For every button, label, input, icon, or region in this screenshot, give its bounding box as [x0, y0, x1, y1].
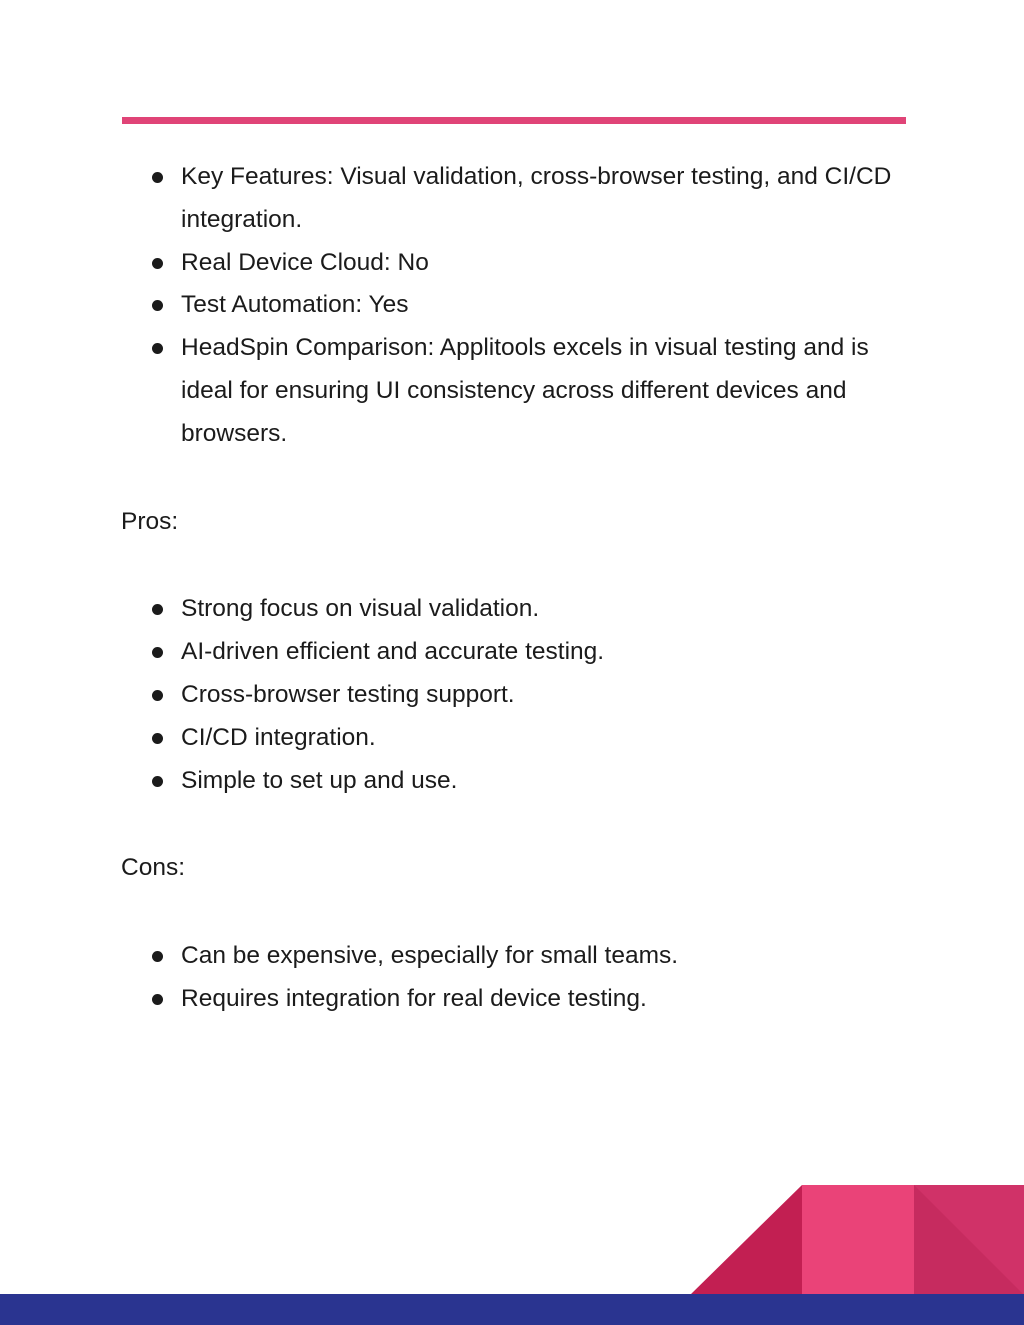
list-item-text: AI-driven efficient and accurate testing. — [181, 638, 605, 666]
list-item — [121, 242, 911, 285]
list-item — [121, 588, 921, 631]
bullet-icon — [152, 172, 163, 183]
feature-list — [121, 156, 911, 456]
list-item-text: Requires integration for real device testing. — [181, 984, 647, 1012]
list-item — [121, 760, 921, 803]
list-item-text: HeadSpin Comparison: Applitools excels in visual testing and is ideal for ensuring UI consistency across different devices and browsers. — [181, 334, 869, 447]
list-item — [121, 674, 921, 717]
bullet-icon — [152, 604, 163, 615]
footer-bar — [0, 1294, 1024, 1325]
bullet-icon — [152, 343, 163, 354]
list-item — [121, 327, 911, 455]
document-content — [121, 156, 921, 1021]
list-item-text: Can be expensive, especially for small teams. — [181, 942, 679, 970]
list-item-text: Cross-browser testing support. — [181, 680, 515, 708]
list-item-text: Key Features: Visual validation, cross-browser testing, and CI/CD integration. — [181, 163, 892, 233]
bullet-icon — [152, 951, 163, 962]
list-item — [121, 717, 921, 760]
top-accent-rule — [122, 117, 906, 124]
bullet-icon — [152, 733, 163, 744]
bullet-icon — [152, 647, 163, 658]
deco-mid-block — [802, 1185, 914, 1295]
bullet-icon — [152, 300, 163, 311]
list-item-text: Simple to set up and use. — [181, 766, 458, 794]
bullet-icon — [152, 994, 163, 1005]
bullet-icon — [152, 258, 163, 269]
list-item — [121, 156, 911, 242]
cons-list — [121, 935, 921, 1021]
pros-heading: Pros: — [121, 507, 179, 535]
bullet-icon — [152, 690, 163, 701]
list-item-text: CI/CD integration. — [181, 723, 376, 751]
corner-decoration — [690, 1185, 1024, 1295]
pros-list — [121, 588, 921, 802]
list-item-text: Test Automation: Yes — [181, 291, 409, 319]
list-item — [121, 284, 911, 327]
list-item-text: Real Device Cloud: No — [181, 248, 429, 276]
list-item — [121, 631, 921, 674]
bullet-icon — [152, 776, 163, 787]
list-item — [121, 935, 921, 978]
deco-dark-triangle — [690, 1185, 802, 1295]
list-item-text: Strong focus on visual validation. — [181, 595, 540, 623]
cons-heading: Cons: — [121, 854, 186, 882]
list-item — [121, 978, 921, 1021]
